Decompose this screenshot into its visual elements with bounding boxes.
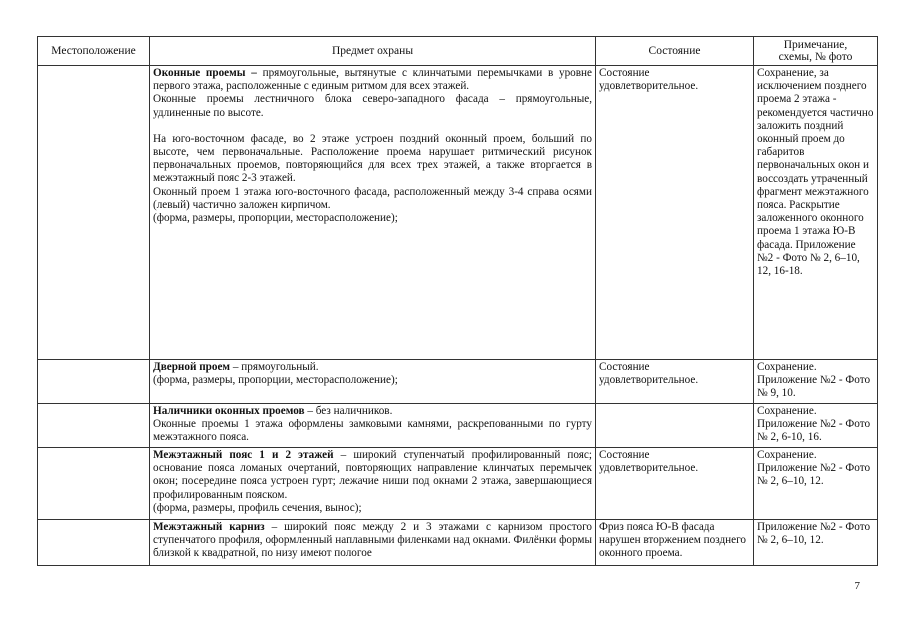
table-row	[38, 66, 878, 360]
subject-text: (форма, размеры, пропорции, месторасположение);	[153, 374, 398, 387]
subject-title: Межэтажный пояс 1 и 2 этажей	[153, 449, 334, 461]
subject-text: (форма, размеры, профиль сечения, вынос);	[153, 501, 362, 514]
header-state: Состояние	[596, 37, 754, 66]
cell-state	[596, 404, 754, 448]
cell-note: Приложение №2 - Фото № 2, 6–10, 12.	[754, 520, 878, 566]
table-header-row	[38, 37, 878, 66]
cell-location	[38, 448, 150, 520]
cell-location	[38, 360, 150, 404]
subject-text: На юго-восточном фасаде, во 2 этаже устроен поздний оконный проем, больший по высоте, чем первоначальные. Расположение проема нарушает ритмический рисунок первоначальных проемов, повторяющийся для всех трех этажей, а также вторгается в межэтажный пояс 2-3 этажей.	[153, 132, 592, 185]
header-location: Местоположение	[38, 37, 150, 66]
subject-text: Оконные проемы 1 этажа оформлены замковыми камнями, раскрепованными по гурту межэтажного пояса.	[153, 418, 592, 444]
cell-location	[38, 520, 150, 566]
header-note-line1: Примечание,	[783, 38, 848, 51]
cell-subject	[150, 404, 596, 448]
cell-location	[38, 404, 150, 448]
table-row	[38, 520, 878, 566]
subject-text: – широкий ступенчатый профилированный пояс; основание пояса ломаных очертаний, повторяющих направление клинчатых перемычек окон; посередине пояса устроен гурт; лежачие ниши под окнами 2 этажа, завершающиеся профилированным пояском.	[153, 449, 593, 501]
cell-note: Сохранение. Приложение №2 - Фото № 2, 6-10, 16.	[754, 404, 878, 448]
cell-subject	[150, 66, 596, 360]
table-row	[38, 448, 878, 520]
cell-note: Сохранение. Приложение №2 - Фото № 9, 10.	[754, 360, 878, 404]
cell-state: Состояние удовлетворительное.	[596, 360, 754, 404]
protection-subject-table	[37, 36, 878, 566]
cell-subject	[150, 448, 596, 520]
cell-subject	[150, 520, 596, 566]
header-subject: Предмет охраны	[150, 37, 596, 66]
header-note-line2: схемы, № фото	[778, 51, 853, 63]
subject-text: Оконный проем 1 этажа юго-восточного фасада, расположенный между 3-4 справа осями (левый) частично заложен кирпичом.	[153, 185, 592, 211]
subject-title: Наличники оконных проемов	[153, 405, 305, 417]
subject-title: Оконные проемы –	[153, 67, 257, 79]
subject-title: Межэтажный карниз	[153, 521, 265, 533]
cell-state: Состояние удовлетворительное.	[596, 66, 754, 360]
cell-note: Сохранение. Приложение №2 - Фото № 2, 6–10, 12.	[754, 448, 878, 520]
page-number: 7	[854, 580, 860, 592]
cell-state: Фриз пояса Ю-В фасада нарушен вторжением позднего оконного проема.	[596, 520, 754, 566]
subject-text: (форма, размеры, пропорции, месторасположение);	[153, 212, 398, 225]
subject-text: Оконные проемы лестничного блока северо-западного фасада – прямоугольные, удлиненные по высоте.	[153, 93, 592, 119]
header-note	[754, 37, 878, 66]
cell-subject	[150, 360, 596, 404]
cell-note: Сохранение, за исключением позднего проема 2 этажа - рекомендуется частично заложить поздний оконный проем до габаритов первоначальных окон и воссоздать утраченный фрагмент межэтажного пояса. Раскрытие заложенного оконного проема 1 этажа Ю-В фасада. Приложение №2 - Фото № 2, 6–10, 12, 16-18.	[754, 66, 878, 360]
subject-title: Дверной проем	[153, 361, 231, 373]
table-row	[38, 404, 878, 448]
subject-text: прямоугольные, вытянутые с клинчатыми перемычками в уровне первого этажа, расположенные с единым ритмом для всех этажей.	[153, 67, 592, 93]
subject-text: – прямоугольный.	[232, 361, 319, 373]
cell-location	[38, 66, 150, 360]
table-row	[38, 360, 878, 404]
subject-text: – широкий пояс между 2 и 3 этажами с карнизом простого ступенчатого профиля, оформленный наплавными филенками над окнами. Филёнки формы близкой к квадратной, по низу имеют пологое	[153, 521, 592, 560]
subject-text: – без наличников.	[307, 405, 393, 417]
cell-state: Состояние удовлетворительное.	[596, 448, 754, 520]
